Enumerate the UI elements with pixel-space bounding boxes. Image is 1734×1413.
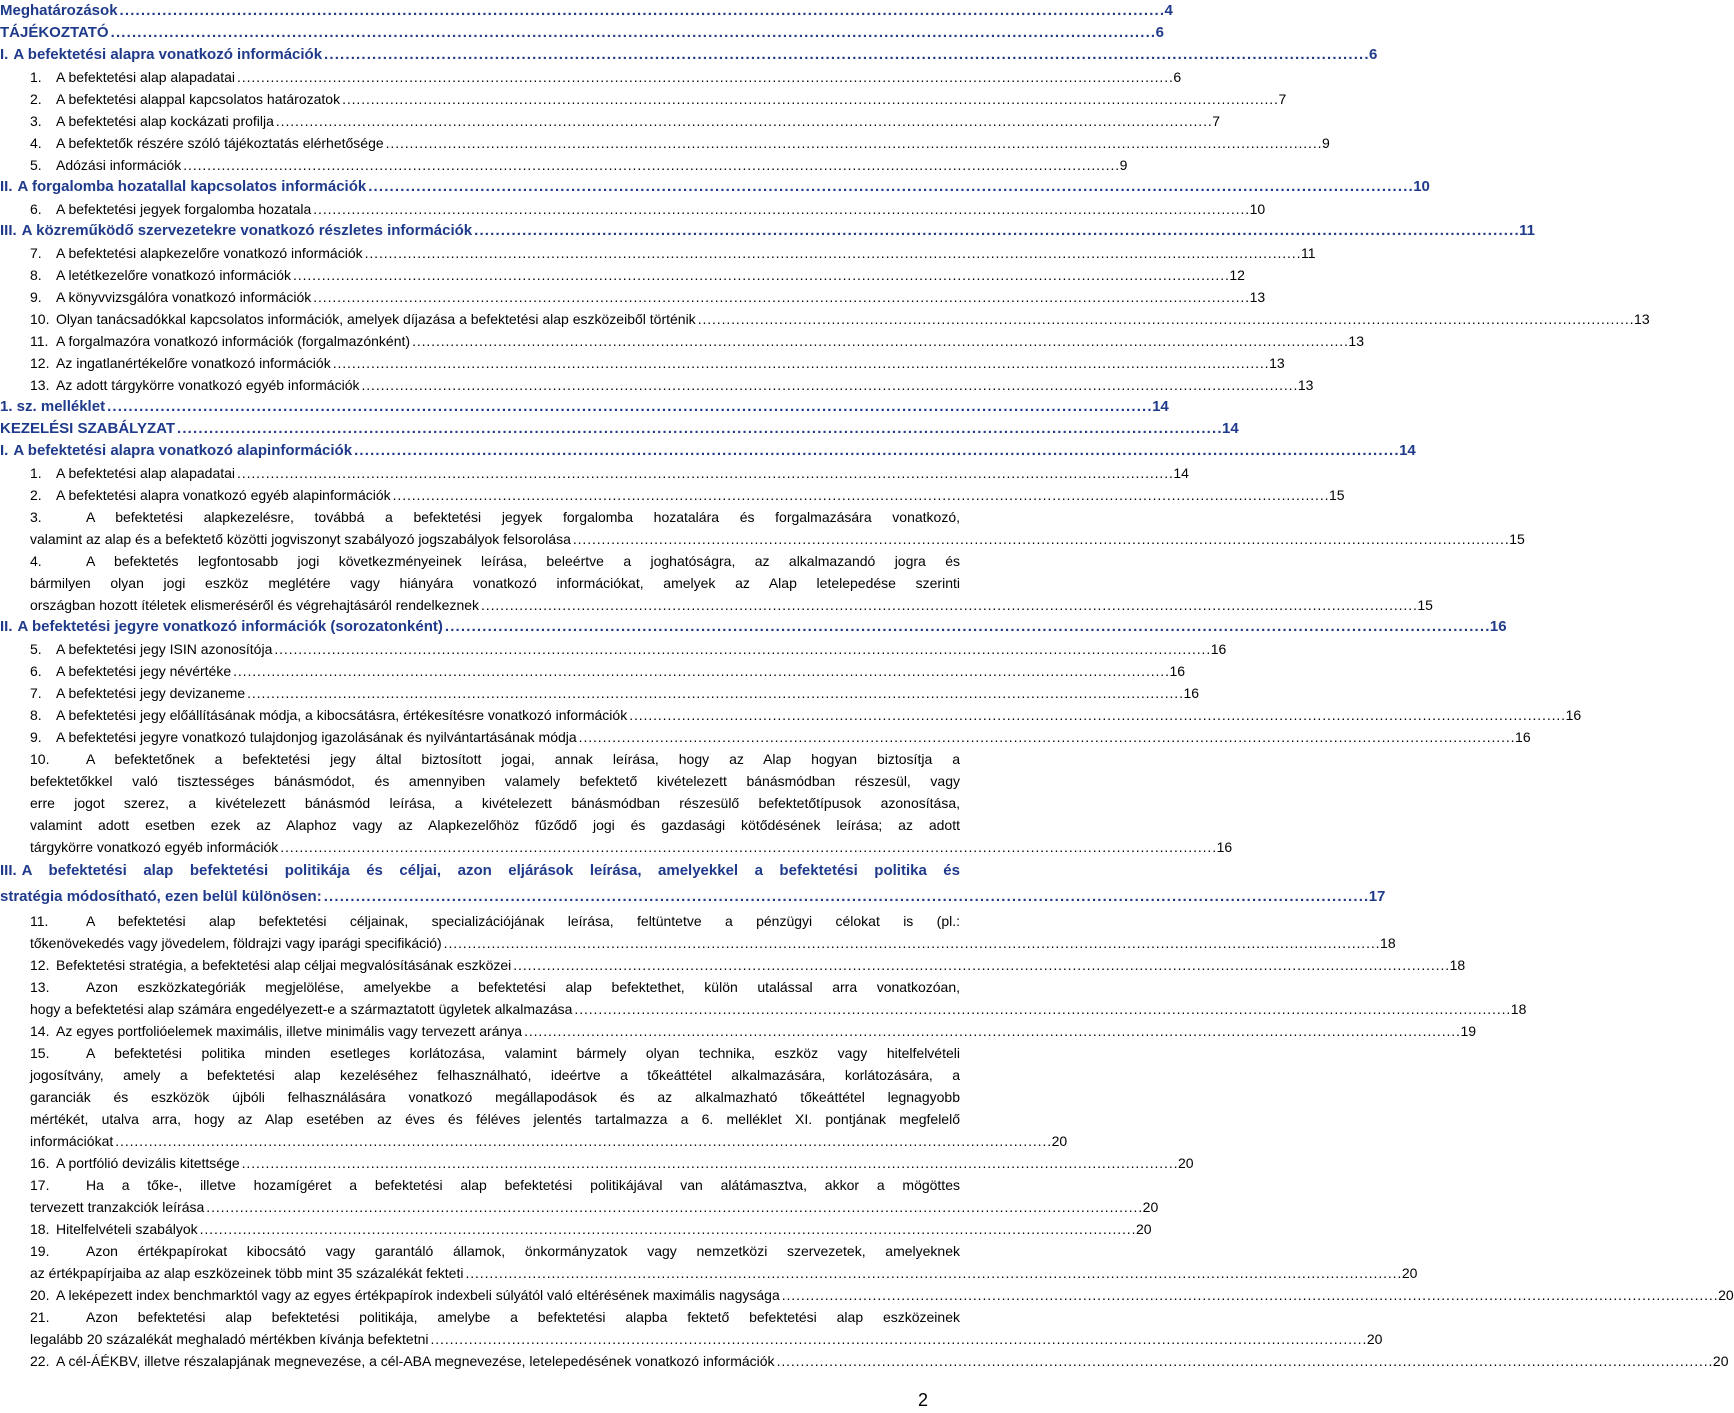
toc-entry-page: 7 [1212,113,1221,129]
toc-entry[interactable] [0,154,1128,176]
toc-entry-text: mértékét, utalva arra, hogy az Alap esetében az éves és féléves jelentés tartalmazza a 6. melléklet XI. pontjának megfelelő [30,1111,960,1127]
toc-entry-page: 16 [1515,729,1531,745]
dot-leader [465,1262,1399,1284]
toc-entry[interactable] [0,352,1285,374]
dot-leader [333,352,1267,374]
toc-entry-text: A befektetési politika minden esetleges korlátozása, valamint bármely olyan technika, eszköz vagy hitelfelvételi [86,1045,960,1061]
toc-entry-text: A forgalomba hozatallal kapcsolatos információk [17,178,367,195]
toc-entry[interactable] [0,550,1433,616]
toc-entry[interactable] [0,286,1266,308]
toc-entry-number: 12. [30,355,50,371]
dot-leader [274,638,1208,660]
toc-entry-text: Ha a tőke-, illetve hozamígéret a befektetési alap befektetési politikájával van alátámasztva, akkor a mögöttes [86,1177,960,1193]
toc-entry-page: 18 [1449,957,1466,973]
toc-entry-text: A befektetési jegy névértéke [56,663,232,679]
toc-entry-page: 19 [1460,1023,1477,1039]
toc-entry-text: A befektetési jegy előállításának módja, a kibocsátásra, értékesítésre vonatkozó információk [56,707,628,723]
toc-entry-page: 9 [1119,157,1128,173]
toc-entry[interactable] [0,440,1416,462]
toc-entry-text: A befektetési alap alapadatai [56,465,236,481]
dot-leader [276,110,1210,132]
toc-entry-text: A portfólió devizális kitettsége [56,1155,240,1171]
toc-entry[interactable] [0,132,1330,154]
toc-entry-text: A befektetési alap kockázati profilja [56,113,274,129]
toc-entry-text: információkat [30,1133,114,1149]
toc-entry-number: 8. [30,707,42,723]
toc-entry-text: az értékpapírjaiba az alap eszközeinek több mint 35 százalékát fekteti [30,1265,464,1281]
toc-entry-number: 2. [30,487,42,503]
dot-leader [342,88,1276,110]
toc-entry-page: 17 [1368,888,1386,905]
toc-entry-page: 15 [1417,597,1433,613]
dot-leader [120,0,1163,22]
dot-leader [513,954,1447,976]
toc-entry-page: 13 [1348,333,1364,349]
toc-entry-text: A könyvvizsgálóra vonatkozó információk [56,289,312,305]
dot-leader [579,726,1513,748]
dot-leader [313,198,1247,220]
toc-entry-text: A befektetési jegyre vonatkozó tulajdonjog igazolásának és nyilvántartásának módja [56,729,577,745]
toc-entry-page: 20 [1135,1221,1152,1237]
toc-entry-number: 1. [30,69,42,85]
toc-entry[interactable] [0,748,1233,858]
dot-leader [247,682,1181,704]
toc-entry-number: 5. [30,641,42,657]
dot-leader [242,1152,1176,1174]
toc-entry-number: 6. [30,663,42,679]
toc-entry-text: tőkenövekedés vagy jövedelem, földrajzi vagy iparági specifikáció) [30,935,442,951]
dot-leader [629,704,1563,726]
toc-entry-text: A befektetők részére szóló tájékoztatás elérhetősége [56,135,384,151]
toc-entry-page: 20 [1366,1331,1383,1347]
toc-entry[interactable] [0,1350,1729,1372]
toc-entry-text: A közreműködő szervezetekre vonatkozó részletes információk [21,222,473,239]
toc-entry-text: valamint adott esetben ezek az Alaphoz vagy az Alapkezelőhöz fűződő jogi és gazdasági kötődésének leírása; az adott [30,817,960,833]
dot-leader [698,308,1632,330]
toc-entry-text: A letétkezelőre vonatkozó információk [56,267,292,283]
dot-leader [324,884,1367,910]
toc-entry[interactable] [0,308,1650,330]
toc-entry-page: 13 [1269,355,1285,371]
toc-entry-text: A befektetési alapra vonatkozó információk [13,46,323,63]
toc-entry-text: jogosítvány, amely a befektetési alap kezeléséhez felhasználható, ideértve a tőkeáttétel alkalmazására, korlátozására, a [30,1067,960,1083]
toc-entry[interactable] [0,1218,1152,1240]
toc-entry-number: 22. [30,1353,50,1369]
dot-leader [177,418,1220,440]
toc-entry-text: tervezett tranzakciók leírása [30,1199,205,1215]
toc-entry-number: 17. [30,1177,50,1193]
toc-entry[interactable] [0,1042,1068,1152]
toc-entry-number: 16. [30,1155,50,1171]
toc-entry-page: 16 [1216,839,1233,855]
toc-entry-page: 20 [1712,1353,1729,1369]
toc-entry-text: A befektetési jegy devizaneme [56,685,246,701]
toc-entry-text: Azon eszközkategóriák megjelölése, amelyekbe a befektetési alap befektethet, külön utalással arra vonatkozóan, [86,979,960,995]
toc-entry-page: 6 [1369,46,1378,63]
toc-entry-text: A cél-ÁÉKBV, illetve részalapjának megnevezése, a cél-ABA megnevezése, letelepedésének vonatkozó információk [56,1353,775,1369]
toc-entry-number: 15. [30,1045,50,1061]
dot-leader [393,484,1327,506]
dot-leader [368,176,1411,198]
toc-entry-text: Azon befektetési alap befektetési politikája, amelybe a befektetési alapba fektető befektetési alap eszközeinek [86,1309,960,1325]
toc-entry-page: 16 [1183,685,1200,701]
toc-entry[interactable] [0,44,1378,66]
toc-entry[interactable] [0,910,1396,954]
toc-entry-page: 10 [1249,201,1266,217]
dot-leader [280,836,1214,858]
toc-entry-text: A befektetési alappal kapcsolatos határozatok [56,91,341,107]
toc-entry-number: III. [0,862,17,879]
toc-entry-text: 1. sz. melléklet [0,398,106,415]
toc-entry-text: erre jogot szerez, a kivételezett bánásmód leírása, a kivételezett bánásmódban részesülő befektetőtípusok azonosítása, [30,795,960,811]
toc-entry-number: 5. [30,157,42,173]
toc-entry-page: 14 [1152,398,1169,415]
toc-entry-page: 16 [1565,707,1582,723]
toc-entry-text: Olyan tanácsadókkal kapcsolatos információk, amelyek díjazása a befektetési alap eszközeiből történik [56,311,696,327]
toc-entry-page: 14 [1399,442,1416,459]
toc-entry-page: 15 [1509,531,1525,547]
toc-entry[interactable] [0,418,1239,440]
toc-entry-page: 20 [1142,1199,1159,1215]
toc-entry-text: tárgykörre vonatkozó egyéb információk [30,839,279,855]
toc-entry[interactable] [0,330,1364,352]
toc-entry-page: 14 [1173,465,1189,481]
dot-leader [412,330,1346,352]
toc-entry-page: 16 [1489,618,1507,635]
toc-entry-text: hogy a befektetési alap számára engedélyezett-e a származtatott ügyletek alkalmazása [30,1001,573,1017]
toc-entry-page: 6 [1155,24,1164,41]
toc-entry-text: A befektetési alap befektetési céljainak, specializációjának leírása, feltüntetve a pénzügyi célokat is (pl.: [86,913,960,929]
toc-entry-text: Az adott tárgykörre vonatkozó egyéb információk [56,377,360,393]
toc-entry[interactable] [0,242,1316,264]
toc-entry[interactable] [0,704,1582,726]
toc-entry-number: 6. [30,201,42,217]
dot-leader [183,154,1117,176]
dot-leader [107,396,1150,418]
toc-entry-number: 7. [30,685,42,701]
toc-entry-number: 12. [30,957,50,973]
toc-entry-text: bármilyen olyan jogi eszköz meglétére vagy hiányára vonatkozó információkat, amelyek az Alap letelepedése szerinti [30,575,960,591]
toc-entry[interactable] [0,66,1182,88]
toc-entry-page: 9 [1322,135,1330,151]
dot-leader [365,242,1299,264]
toc-entry-number: 7. [30,245,42,261]
toc-entry-text: A befektetési alap alapadatai [56,69,236,85]
toc-entry-page: 20 [1178,1155,1194,1171]
toc-entry-number: I. [0,442,9,459]
toc-entry-number: 14. [30,1023,50,1039]
toc-entry-text: Adózási információk [56,157,182,173]
toc-entry-page: 14 [1222,420,1239,437]
toc-entry-text: KEZELÉSI SZABÁLYZAT [0,420,176,437]
toc-entry-page: 20 [1401,1265,1418,1281]
toc-entry-page: 18 [1510,1001,1527,1017]
toc-entry-text: garanciák és eszközök újbóli felhasználására vonatkozó megállapodások és az alkalmazható tőkeáttétel legnagyobb [30,1089,960,1105]
toc-entry[interactable] [0,198,1266,220]
toc-entry-text: A leképezett index benchmarktól vagy az egyes értékpapírok indexbeli súlyától való eltérésének maximális nagysága [56,1287,780,1303]
toc-entry-page: 11 [1300,245,1316,261]
toc-entry-text: befektetőkkel való tisztességes bánásmódot, és amennyiben valamely befektető kivételezett bánásmódban részesül, vagy [30,773,960,789]
toc-entry[interactable] [0,220,1535,242]
dot-leader [237,66,1171,88]
dot-leader [115,1130,1049,1152]
toc-entry-text: Befektetési stratégia, a befektetési alap céljai megvalósításának eszközei [56,957,512,973]
dot-leader [111,22,1154,44]
toc-entry-text: Azon értékpapírokat kibocsátó vagy garantáló államok, önkormányzatok vagy nemzetközi szervezetek, amelyeknek [86,1243,960,1259]
dot-leader [354,440,1397,462]
toc-entry-number: I. [0,46,9,63]
toc-entry-number: 2. [30,91,42,107]
toc-entry[interactable] [0,976,1527,1020]
toc-entry-text: A forgalmazóra vonatkozó információk (forgalmazónként) [56,333,411,349]
toc-entry-text: stratégia módosítható, ezen belül különösen: [0,888,322,905]
toc-entry[interactable] [0,110,1221,132]
toc-entry[interactable] [0,0,1173,22]
toc-entry-text: TÁJÉKOZTATÓ [0,24,109,41]
dot-leader [782,1284,1716,1306]
toc-entry-text: A befektetés legfontosabb jogi következményeinek leírása, beleértve a joghatóságra, az alkalmazandó jogra és [86,553,960,569]
dot-leader [430,1328,1364,1350]
toc-entry-number: 4. [30,135,42,151]
dot-leader [233,660,1167,682]
toc-entry-number: 20. [30,1287,50,1303]
dot-leader [574,998,1508,1020]
toc-entry[interactable] [0,88,1287,110]
toc-entry-page: 20 [1718,1287,1734,1303]
dot-leader [573,528,1507,550]
toc-entry[interactable] [0,1306,1383,1350]
toc-entry-number: II. [0,178,13,195]
toc-entry-text: Hitelfelvételi szabályok [56,1221,198,1237]
toc-entry-number: 3. [30,509,42,525]
toc-entry-number: 3. [30,113,42,129]
dot-leader [313,286,1247,308]
toc-entry[interactable] [0,682,1200,704]
dot-leader [324,44,1367,66]
toc-entry-page: 18 [1380,935,1396,951]
toc-entry-page: 13 [1249,289,1266,305]
toc-entry[interactable] [0,1284,1734,1306]
toc-entry[interactable] [0,176,1430,198]
toc-entry-page: 13 [1634,311,1650,327]
toc-entry-number: 11. [30,913,49,929]
dot-leader [206,1196,1140,1218]
toc-entry[interactable] [0,484,1345,506]
toc-entry-text: Az egyes portfolióelemek maximális, illetve minimális vagy tervezett aránya [56,1023,523,1039]
toc-entry[interactable] [0,1174,1159,1218]
toc-entry[interactable] [0,1152,1194,1174]
toc-entry-text: A befektetési alapra vonatkozó alapinformációk [13,442,353,459]
toc-entry[interactable] [0,1240,1418,1284]
toc-entry-number: 13. [30,979,50,995]
toc-entry[interactable] [0,638,1227,660]
toc-entry-number: 4. [30,553,42,569]
toc-entry-number: 13. [30,377,50,393]
dot-leader [386,132,1320,154]
toc-entry-text: Meghatározások [0,2,118,19]
toc-entry[interactable] [0,462,1189,484]
dot-leader [237,462,1171,484]
toc-entry-number: 10. [30,311,50,327]
toc-entry-page: 16 [1169,663,1186,679]
toc-entry-number: 11. [30,333,49,349]
toc-entry-text: Az ingatlanértékelőre vonatkozó információk [56,355,331,371]
toc-entry-page: 15 [1329,487,1345,503]
toc-entry[interactable] [0,374,1314,396]
page-number: 2 [917,1390,928,1410]
toc-entry[interactable] [0,506,1525,550]
toc-entry-text: A befektetési alap befektetési politikája és céljai, azon eljárások leírása, amelyekkel a befektetési politika és [21,862,960,879]
toc-entry-text: A befektetési alapkezelőre vonatkozó információk [56,245,363,261]
dot-leader [777,1350,1711,1372]
toc-entry-page: 16 [1210,641,1227,657]
toc-entry-number: 8. [30,267,42,283]
toc-entry-number: 18. [30,1221,50,1237]
toc-entry[interactable] [0,616,1507,638]
toc-entry-number: III. [0,222,17,239]
toc-entry[interactable] [0,1020,1477,1042]
toc-entry-page: 10 [1413,178,1430,195]
toc-entry-page: 13 [1297,377,1314,393]
toc-entry[interactable] [0,264,1245,286]
toc-entry[interactable] [0,396,1169,418]
dot-leader [200,1218,1134,1240]
toc-entry-text: A befektetési jegyek forgalomba hozatala [56,201,312,217]
toc-entry-page: 11 [1519,222,1535,239]
toc-entry-number: 9. [30,729,42,745]
toc-entry-text: A befektetési alapra vonatkozó egyéb alapinformációk [56,487,391,503]
toc-entry[interactable] [0,22,1164,44]
toc-entry-number: 1. [30,465,42,481]
toc-entry[interactable] [0,660,1186,682]
toc-entry-page: 4 [1164,2,1173,19]
toc-entry-text: A befektetési alapkezelésre, továbbá a befektetési jegyek forgalomba hozatalára és forgalmazására vonatkozó, [86,509,960,525]
toc-entry-text: valamint az alap és a befektető közötti jogviszonyt szabályozó jogszabályok felsorolása [30,531,571,547]
toc-entry-page: 7 [1278,91,1287,107]
toc-entry[interactable] [0,726,1531,748]
toc-entry-page: 6 [1173,69,1182,85]
dot-leader [481,594,1415,616]
toc-entry-text: A befektetőnek a befektetési jegy által biztosított jogai, annak leírása, hogy az Alap hogyan biztosítja a [86,751,960,767]
toc-entry-number: 21. [30,1309,50,1325]
toc-entry[interactable] [0,858,1386,910]
dot-leader [444,932,1378,954]
toc-entry[interactable] [0,954,1466,976]
toc-entry-number: 10. [30,751,50,767]
toc-entry-number: 9. [30,289,42,305]
toc-entry-text: legalább 20 százalékát meghaladó mértékben kívánja befektetni [30,1331,429,1347]
toc-entry-text: A befektetési jegyre vonatkozó információk (sorozatonként) [17,618,443,635]
dot-leader [362,374,1296,396]
dot-leader [474,220,1517,242]
toc-entry-text: A befektetési jegy ISIN azonosítója [56,641,273,657]
toc-entry-text: országban hozott ítéletek elismeréséről és végrehajtásáról rendelkeznek [30,597,480,613]
toc-entry-number: 19. [30,1243,50,1259]
toc-entry-number: II. [0,618,13,635]
dot-leader [293,264,1227,286]
dot-leader [524,1020,1458,1042]
toc-entry-page: 20 [1051,1133,1068,1149]
dot-leader [445,616,1488,638]
toc-entry-page: 12 [1229,267,1245,283]
